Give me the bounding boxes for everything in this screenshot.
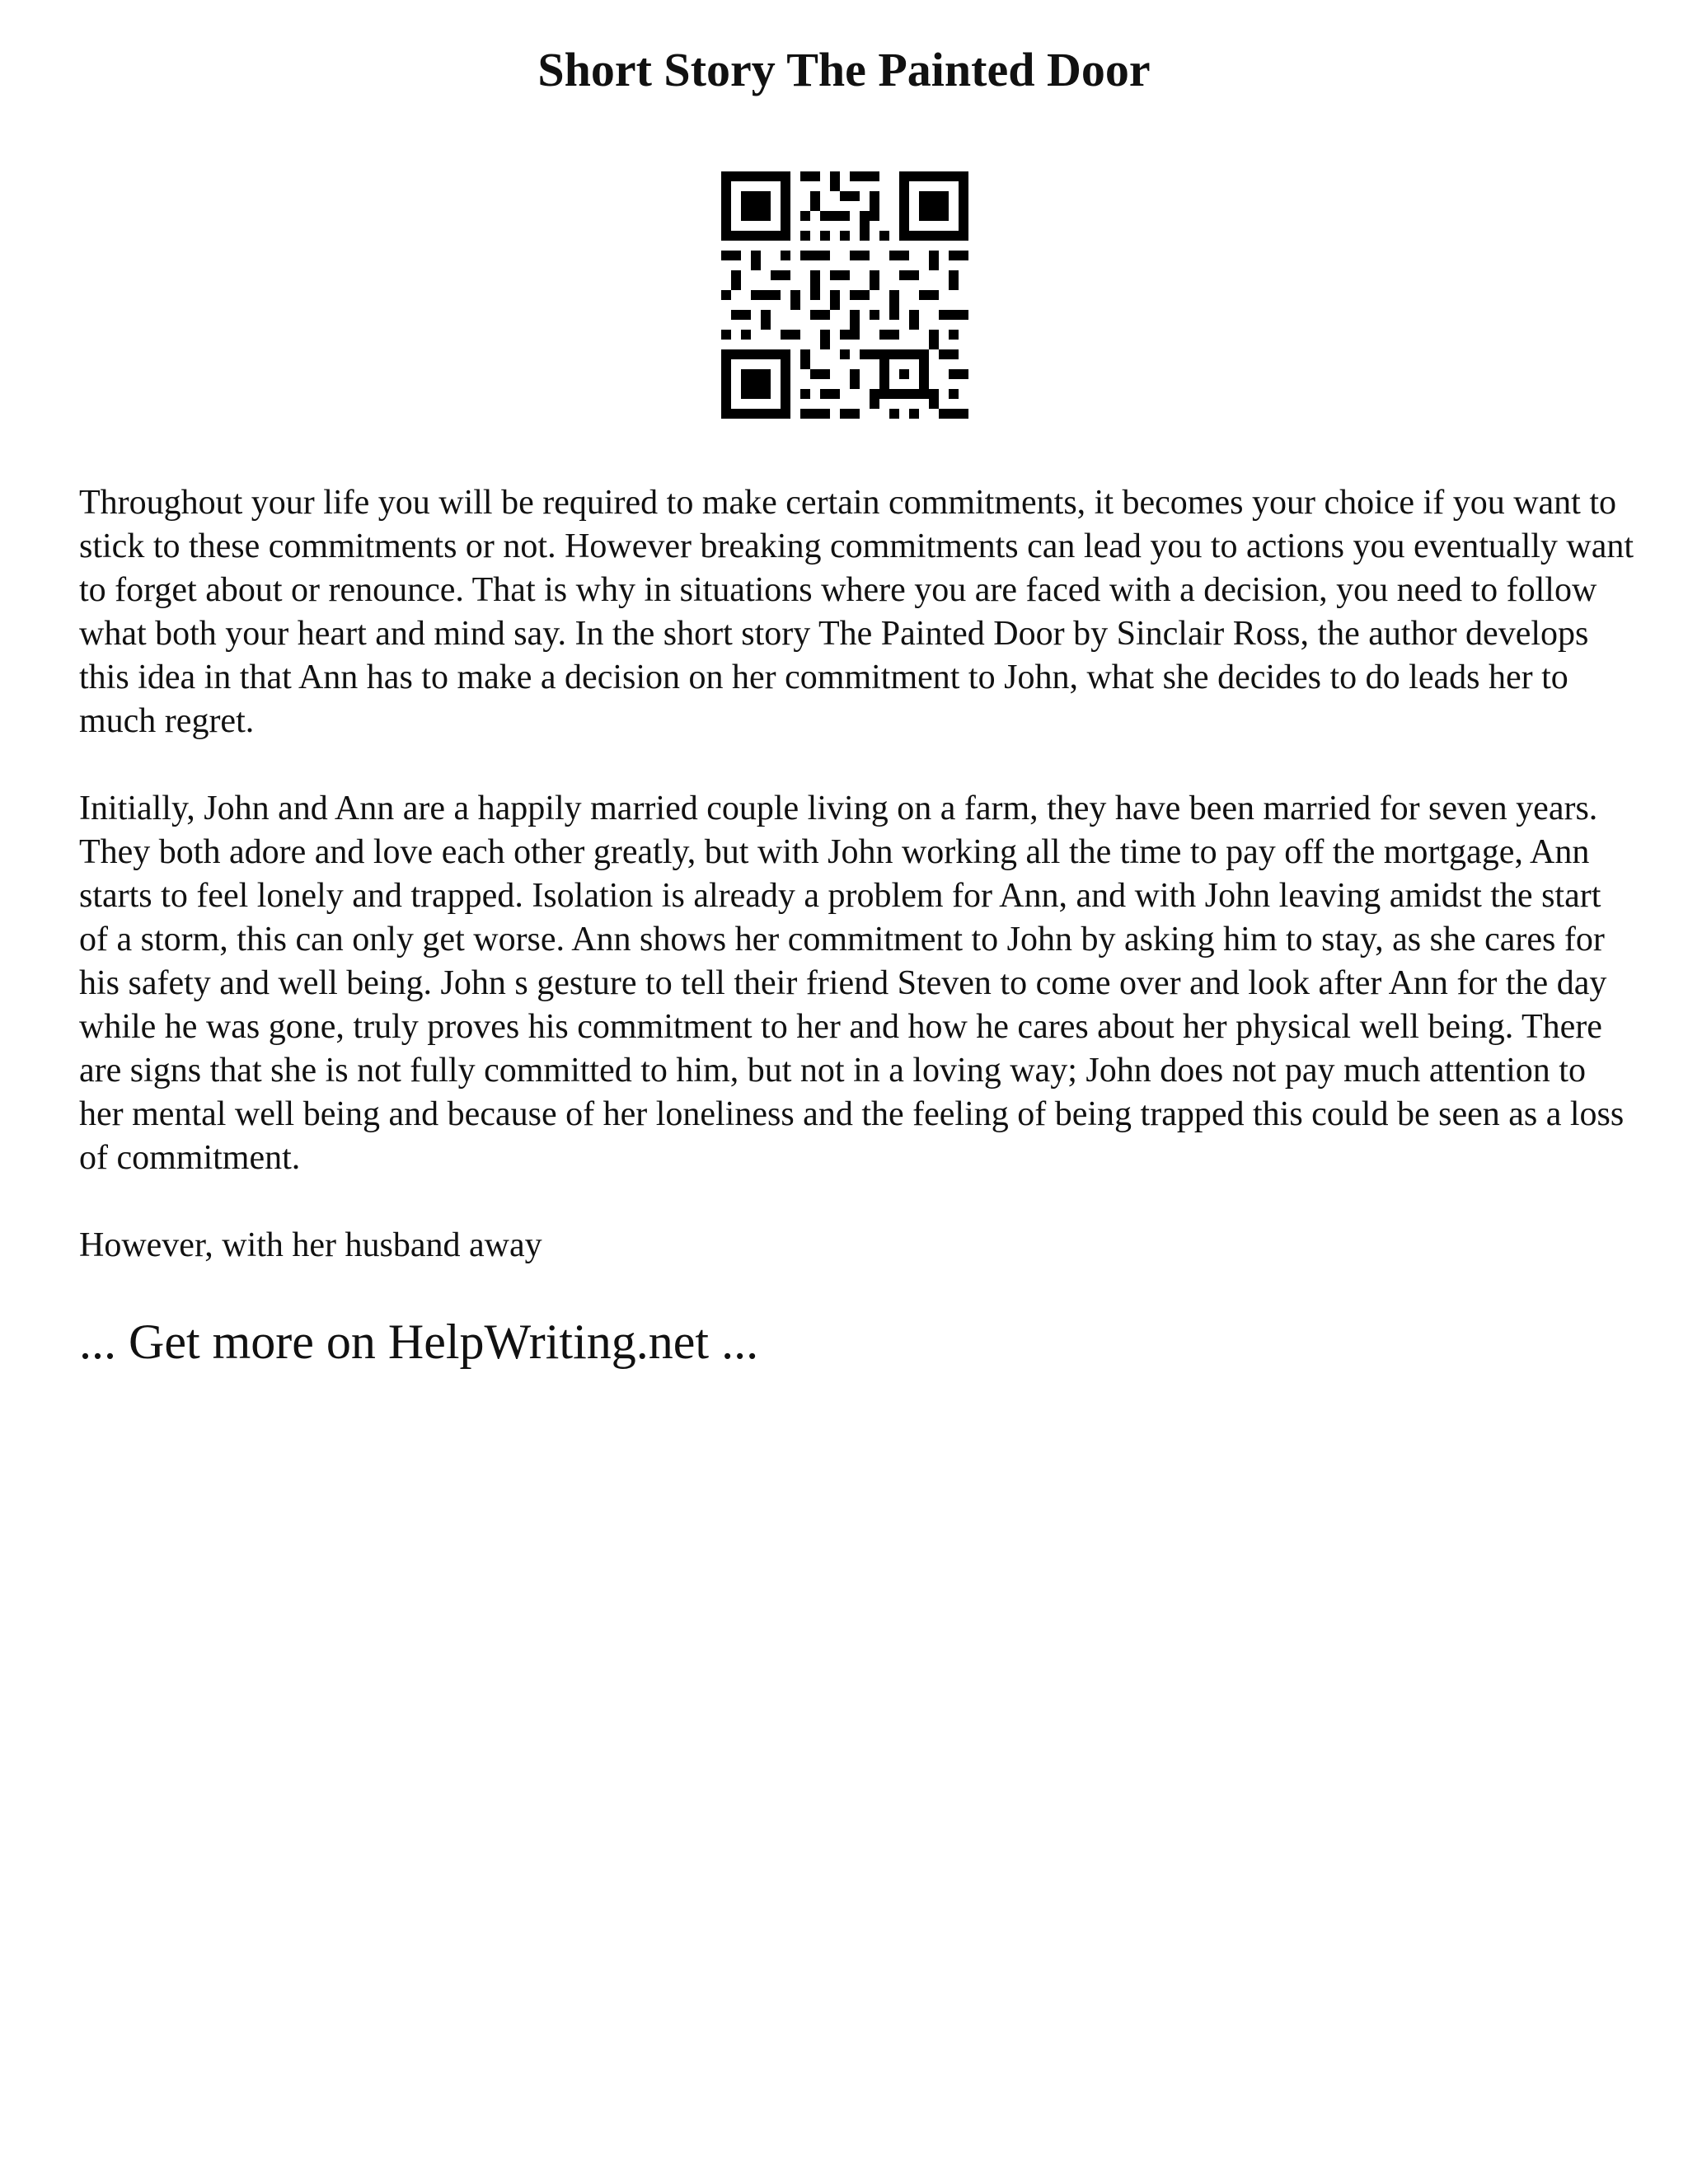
paragraph: Throughout your life you will be required to make certain commitments, it becomes your choice if you want to stick to these commitments or not. However breaking commitments can lead you to actions you eventually want to forget about or renounce. That is why in situations where you are faced with a decision, you need to follow what both your heart and mind say. In the short story The Painted Door by Sinclair Ross, the author develops this idea in that Ann has to make a decision on her commitment to John, what she decides to do leads her to much regret.: [79, 484, 1634, 740]
page-title: Short Story The Painted Door: [537, 43, 1151, 96]
qr-code-icon: [721, 171, 968, 419]
paragraph: Initially, John and Ann are a happily married couple living on a farm, they have been married for seven years. They both adore and love each other greatly, but with John working all the time to pay off the mortgage, Ann starts to feel lonely and trapped. Isolation is already a problem for Ann, and with John leaving amidst the start of a storm, this can only get worse. Ann shows her commitment to John by asking him to stay, as she cares for his safety and well being. John s gesture to tell their friend Steven to come over and look after Ann for the day while he was gone, truly proves his commitment to her and how he cares about her physical well being. There are signs that she is not fully committed to him, but not in a loving way; John does not pay much attention to her mental well being and because of her loneliness and the feeling of being trapped this could be seen as a loss of commitment.: [79, 790, 1625, 1177]
paragraph: However, with her husband away: [79, 1226, 542, 1264]
body-text: [79, 481, 1637, 1311]
get-more-link[interactable]: ... Get more on HelpWriting.net ...: [79, 1315, 759, 1369]
